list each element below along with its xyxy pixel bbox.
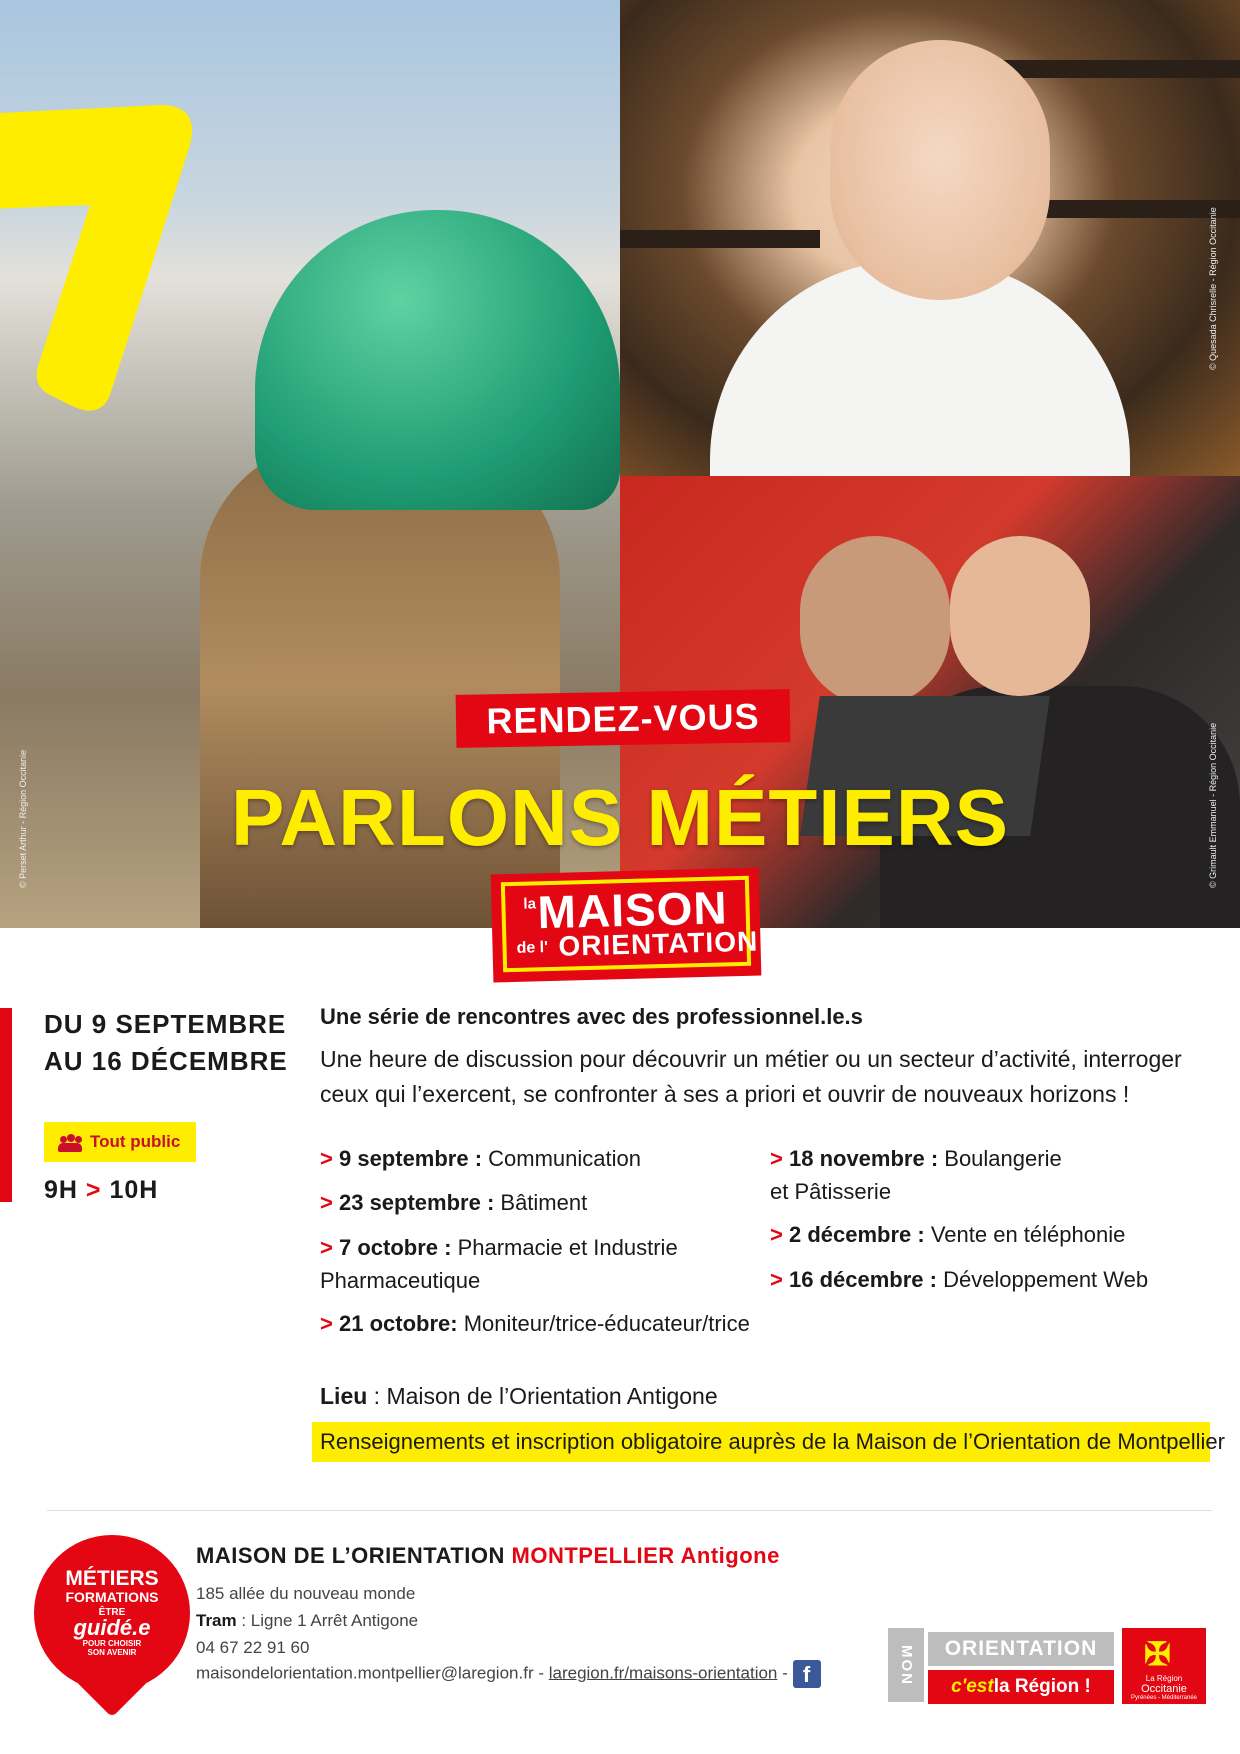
accent-bar	[0, 1008, 12, 1202]
la-region-text: la Région !	[993, 1676, 1091, 1697]
logo-de: de l'	[516, 939, 549, 957]
event-item	[770, 1218, 1125, 1251]
location-label: Lieu	[320, 1383, 368, 1409]
hours	[44, 1176, 158, 1205]
address: 185 allée du nouveau monde	[196, 1584, 416, 1603]
cest-text: c'est	[951, 1676, 994, 1697]
event-topic: Bâtiment	[494, 1190, 588, 1215]
event-date: 16 décembre :	[788, 1267, 937, 1292]
hours-separator: >	[85, 1176, 102, 1204]
region-text: La Région	[1145, 1674, 1183, 1683]
event-topic: Communication	[482, 1146, 641, 1171]
tram-info	[196, 1611, 418, 1631]
event-item	[320, 1186, 587, 1219]
organisation-name	[196, 1543, 780, 1569]
mon-label	[888, 1628, 924, 1702]
intro-heading: Une série de rencontres avec des professionnel.le.s	[320, 1004, 863, 1029]
occitan-cross-icon: ✠	[1144, 1636, 1171, 1672]
event-item	[770, 1263, 1148, 1296]
people-icon	[58, 1134, 82, 1150]
event-date: 7 octobre :	[338, 1235, 452, 1260]
event-date: 18 novembre :	[788, 1146, 939, 1171]
event-topic: Vente en téléphonie	[924, 1222, 1126, 1247]
hard-hat	[255, 210, 620, 510]
facebook-icon[interactable]: f	[793, 1660, 821, 1688]
pin-text: SON AVENIR	[87, 1648, 137, 1657]
event-topic: Pharmacie et Industrie	[451, 1235, 678, 1260]
event-marker: >	[770, 1267, 783, 1292]
logo-la: la	[523, 895, 537, 913]
metiers-formations-pin-logo	[34, 1535, 190, 1715]
event-item	[320, 1307, 750, 1340]
hours-end: 10H	[109, 1176, 159, 1204]
event-item	[320, 1231, 678, 1297]
cest-la-region-label	[928, 1670, 1114, 1704]
photo-credit: © Perset Arthur - Région Occitanie	[18, 749, 28, 888]
org-name-red: MONTPELLIER Antigone	[511, 1543, 780, 1568]
hours-start: 9H	[44, 1176, 78, 1204]
logo-maison: MAISON	[536, 881, 729, 939]
event-marker: >	[320, 1146, 333, 1171]
event-date: 21 octobre:	[338, 1311, 458, 1336]
baker-photo	[620, 0, 1240, 476]
pin-text: ÊTRE	[98, 1607, 126, 1618]
event-date: 9 septembre :	[338, 1146, 483, 1171]
phone[interactable]: 04 67 22 91 60	[196, 1638, 310, 1657]
yellow-arrow-graphic	[0, 75, 210, 415]
photo-credit: © Quesada Chrisrelle - Région Occitanie	[1208, 207, 1218, 370]
separator: -	[777, 1663, 793, 1683]
bread-shelf	[620, 230, 820, 248]
mon-text: MON	[897, 1644, 915, 1686]
divider	[47, 1510, 1212, 1511]
event-topic: Boulangerie	[938, 1146, 1062, 1171]
photo-credit: © Grimault Emmanuel - Région Occitanie	[1208, 722, 1218, 888]
email-link[interactable]: maisondelorientation.montpellier@laregion.fr	[196, 1663, 534, 1683]
date-range-start: DU 9 SEPTEMBRE	[44, 1009, 287, 1039]
event-item	[320, 1142, 641, 1175]
event-topic: Développement Web	[936, 1267, 1149, 1292]
event-date: 23 septembre :	[338, 1190, 495, 1215]
developer-1	[800, 536, 950, 706]
location-value: : Maison de l’Orientation Antigone	[367, 1383, 718, 1409]
date-range	[44, 1006, 288, 1080]
location	[320, 1383, 718, 1410]
event-date: 2 décembre :	[788, 1222, 925, 1247]
event-marker: >	[320, 1311, 333, 1336]
event-marker: >	[320, 1235, 333, 1260]
event-marker: >	[320, 1190, 333, 1215]
region-text: Occitanie	[1141, 1683, 1187, 1695]
org-name-black: MAISON DE L’ORIENTATION	[196, 1543, 512, 1568]
region-text: Pyrénées - Méditerranée	[1130, 1695, 1198, 1701]
event-topic-continued: Pharmaceutique	[320, 1268, 481, 1293]
tram-value: : Ligne 1 Arrêt Antigone	[236, 1611, 419, 1630]
orientation-label: ORIENTATION	[928, 1632, 1114, 1666]
region-occitanie-logo	[1122, 1628, 1206, 1704]
event-topic: Moniteur/trice-éducateur/trice	[457, 1311, 750, 1336]
website-link[interactable]: laregion.fr/maisons-orientation	[548, 1663, 778, 1683]
pin-text: MÉTIERS	[65, 1567, 159, 1590]
audience-badge	[44, 1122, 196, 1162]
event-title: PARLONS MÉTIERS	[230, 773, 1009, 862]
contact-line	[196, 1660, 821, 1688]
developer-2	[950, 536, 1090, 696]
date-range-end: AU 16 DÉCEMBRE	[44, 1046, 288, 1076]
maison-orientation-logo	[491, 868, 762, 983]
separator: -	[533, 1663, 549, 1683]
pin-text: POUR CHOISIR	[82, 1639, 142, 1648]
logo-orientation: ORIENTATION	[558, 925, 759, 962]
event-topic-continued: et Pâtisserie	[770, 1179, 892, 1204]
event-marker: >	[770, 1146, 783, 1171]
tram-label: Tram	[196, 1611, 237, 1630]
pin-text: guidé.e	[73, 1615, 151, 1640]
pin-text: FORMATIONS	[65, 1589, 159, 1605]
baker-face	[830, 40, 1050, 300]
intro-text: Une heure de discussion pour découvrir un métier ou un secteur d’activité, interroger ceux qui l’exercent, se confronter à ses a priori et ouvrir de nouveaux horizons !	[320, 1046, 1182, 1107]
event-item	[770, 1142, 1062, 1208]
rendez-vous-badge: RENDEZ-VOUS	[456, 689, 791, 748]
audience-label: Tout public	[90, 1132, 181, 1151]
registration-notice: Renseignements et inscription obligatoire auprès de la Maison de l’Orientation de Montpellier	[312, 1422, 1210, 1462]
event-marker: >	[770, 1222, 783, 1247]
